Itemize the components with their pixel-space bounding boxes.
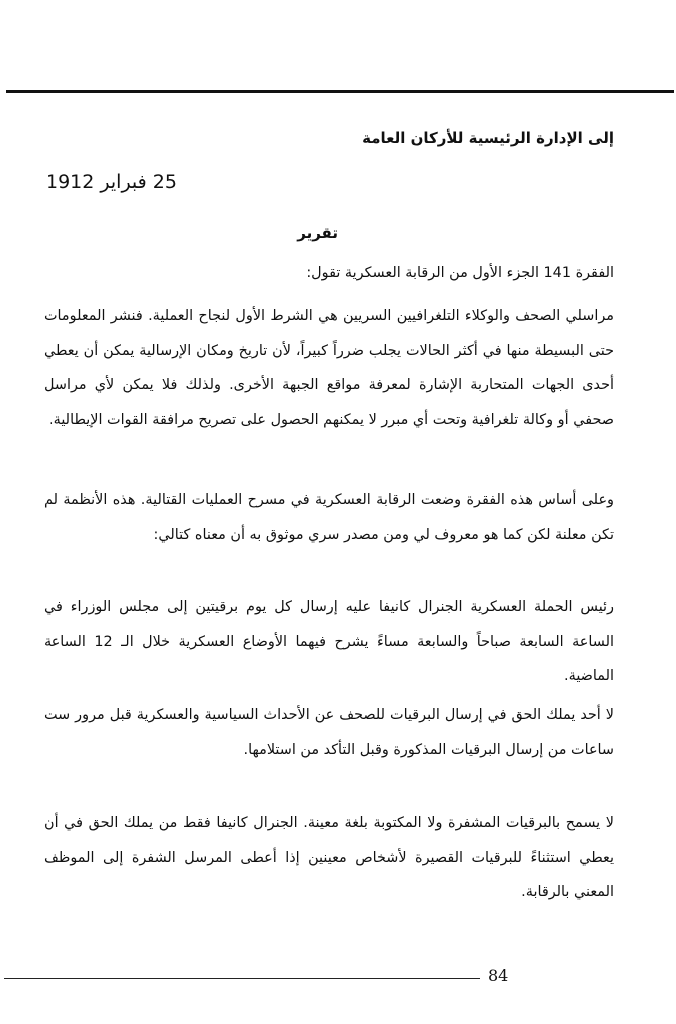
paragraph: وعلى أساس هذه الفقرة وضعت الرقابة العسكرية في مسرح العمليات القتالية. هذه الأنظمة لم تكن معلنة لكن كما هو معروف لي ومن مصدر سري موثوق به أن معناه كتالي: (44, 492, 614, 543)
top-rule (6, 90, 674, 93)
paragraph: رئيس الحملة العسكرية الجنرال كانيفا عليه إرسال كل يوم برقيتين إلى مجلس الوزراء في الساعة السابعة صباحاً والسابعة مساءً يشرح فيهما الأوضاع العسكرية خلال الـ 12 الساعة الماضية. (44, 599, 614, 684)
paragraph: مراسلي الصحف والوكلاء التلغرافيين السريين هي الشرط الأول لنجاح العملية. فنشر المعلومات حتى البسيطة منها في أكثر الحالات يجلب ضرراً كبيراً، لأن تاريخ ومكان الإرسالية يمكن أن يعطي أحدى الجهات المتحاربة الإشارة لمعرفة مواقع الجبهة الأخرى. ولذلك فلا يمكن لأي مراسل صحفي أو وكالة تلغرافية وتحت أي مبرر لا يمكنهم الحصول على تصريح مرافقة القوات الإيطالية. (44, 308, 614, 428)
footer-rule (4, 978, 480, 979)
paragraph: لا يسمح بالبرقيات المشفرة ولا المكتوبة بلغة معينة. الجنرال كانيفا فقط من يملك الحق في أن يعطي استثناءً للبرقيات القصيرة لأشخاص معينين إذا أعطى المرسل الشفرة إلى الموظف المعني بالرقابة. (44, 815, 614, 900)
report-date: 25 فبراير 1912 (46, 171, 177, 193)
addressee-heading: إلى الإدارة الرئيسية للأركان العامة (362, 129, 614, 147)
report-title: تقرير (297, 224, 338, 242)
page-number: 84 (488, 966, 509, 985)
paragraph: الفقرة 141 الجزء الأول من الرقابة العسكرية تقول: (306, 265, 614, 281)
paragraph: لا أحد يملك الحق في إرسال البرقيات للصحف عن الأحداث السياسية والعسكرية قبل مرور ست ساعات من إرسال البرقيات المذكورة وقبل التأكد من استلامها. (44, 707, 614, 758)
